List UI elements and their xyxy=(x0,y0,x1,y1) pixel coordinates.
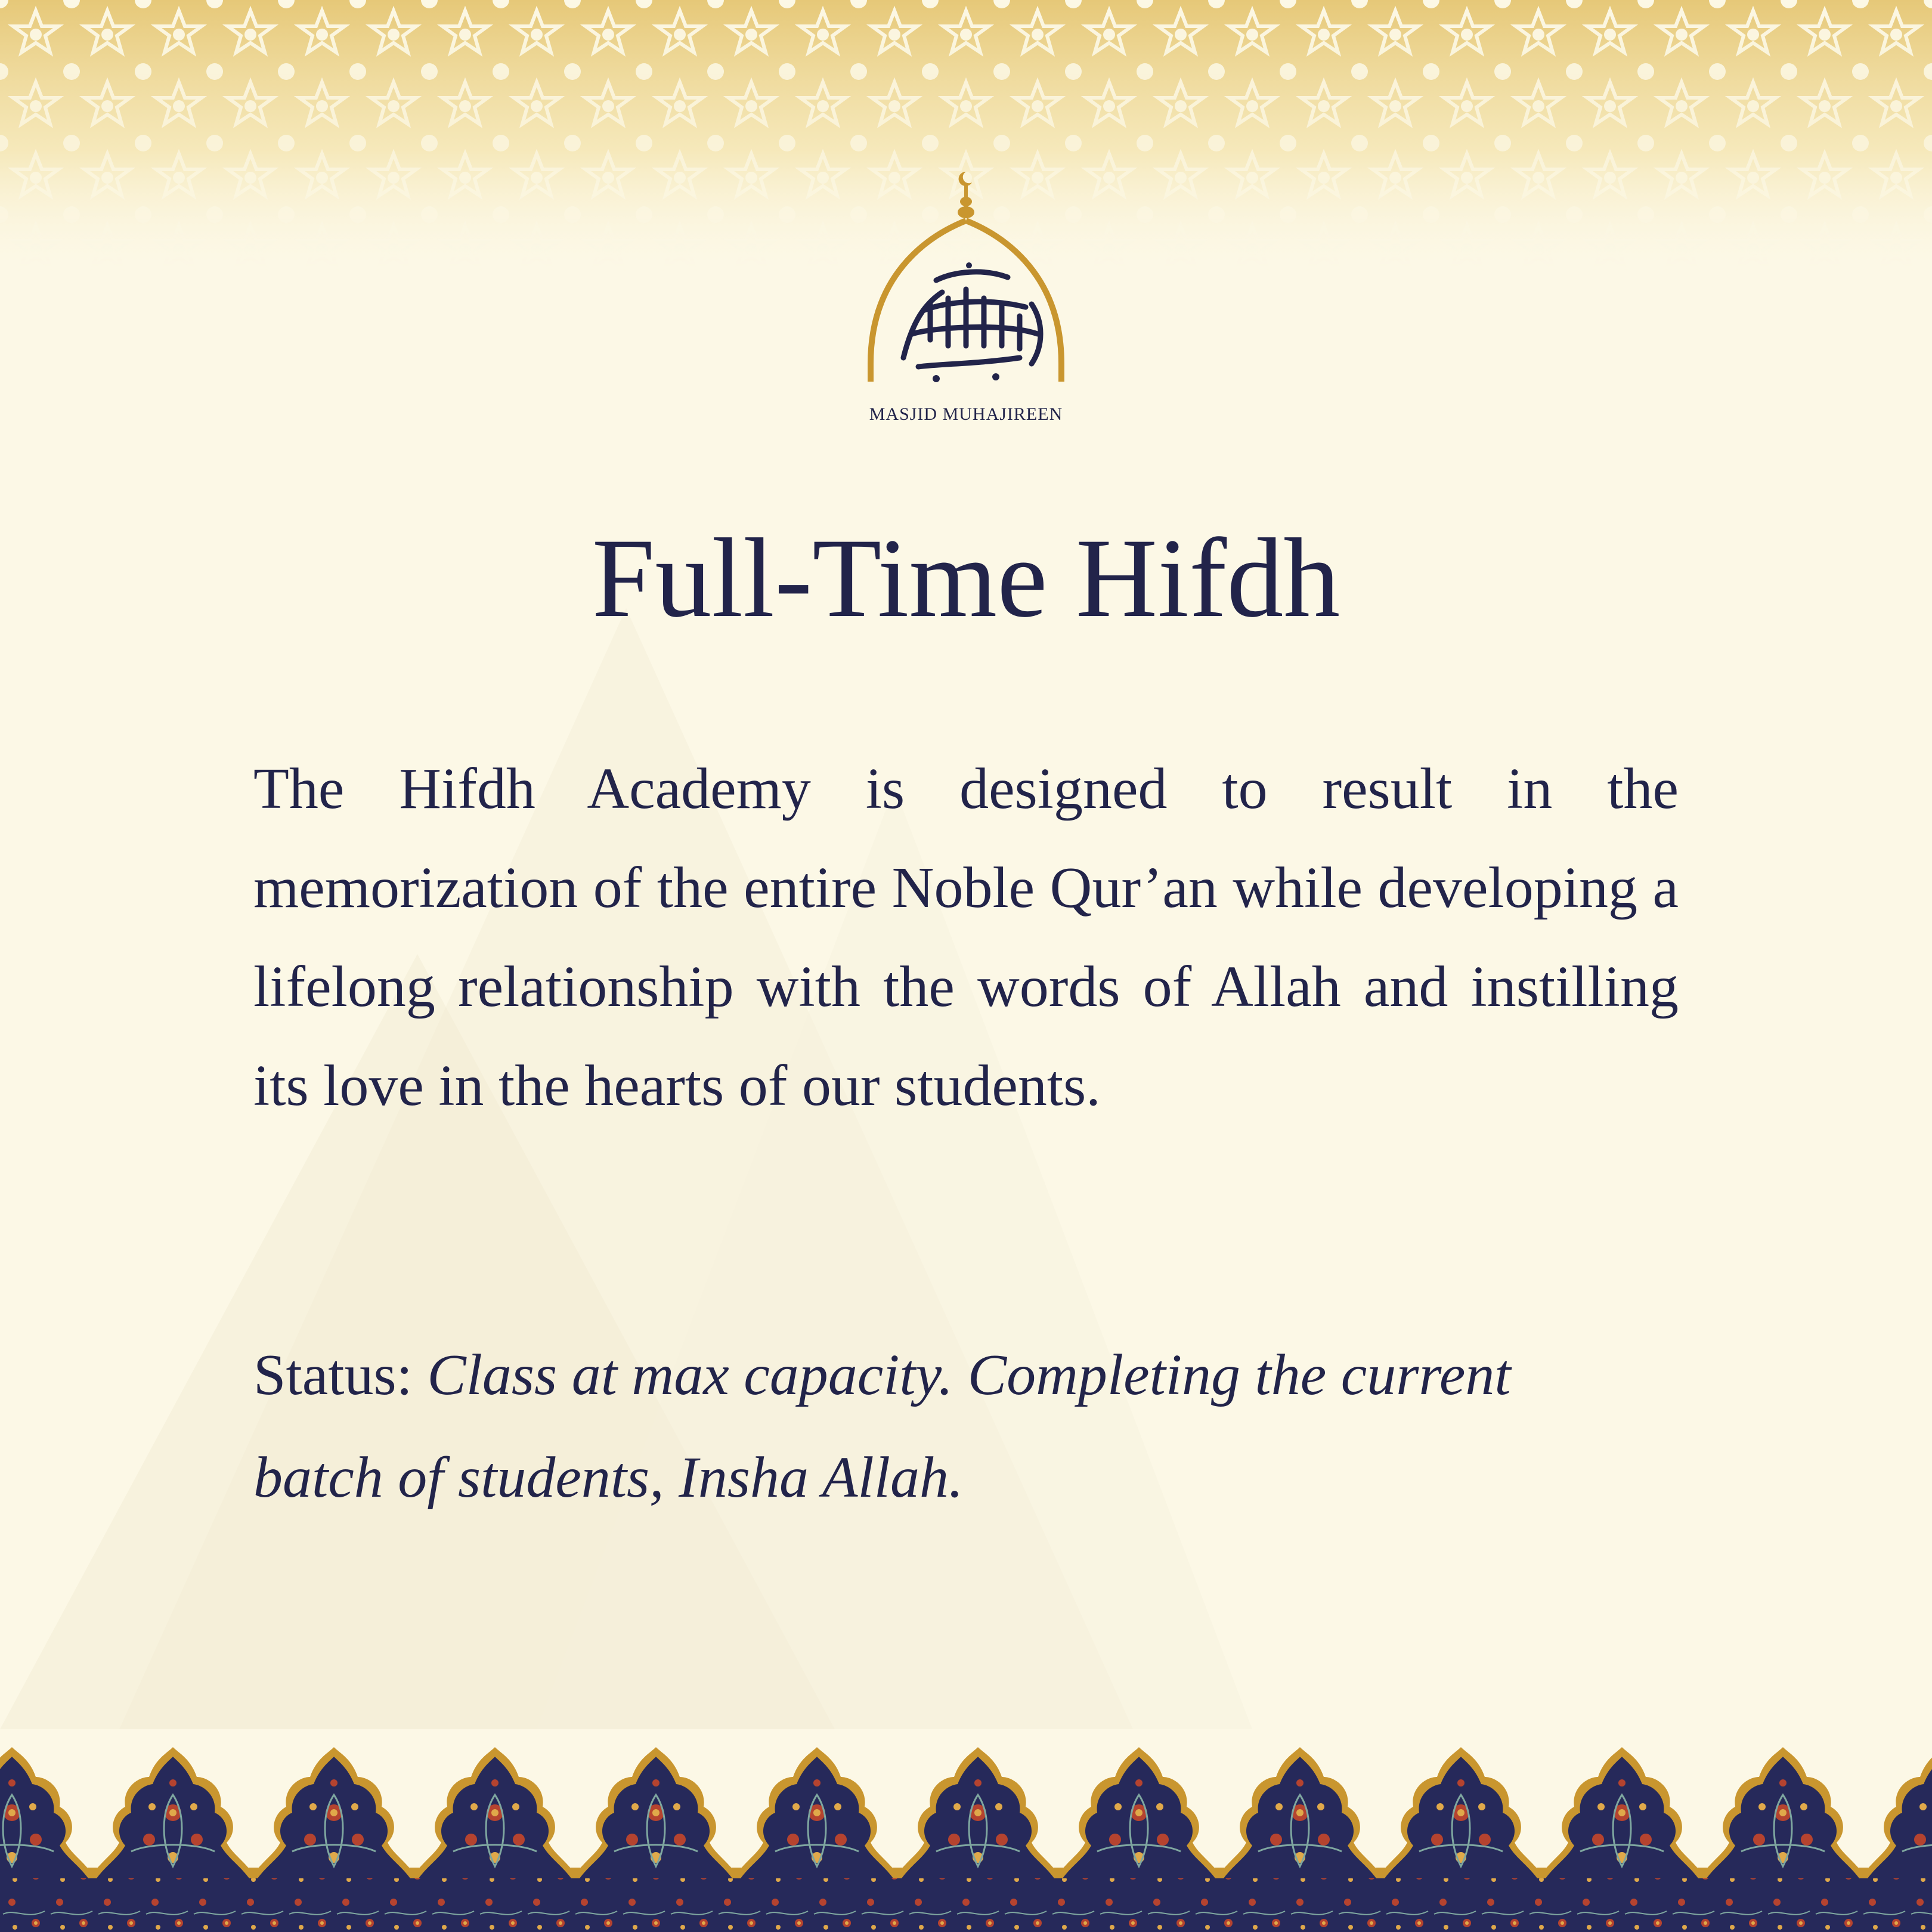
program-description: The Hifdh Academy is designed to result in the memorization of the entire Noble Qur’an while developing a lifelong relationship with the words of Allah and instilling its love in the hearts of our students. xyxy=(253,757,1679,1118)
status-value: Class at max capacity. Completing the current batch of students, Insha Allah. xyxy=(253,1343,1511,1510)
logo-caption: MASJID MUHAJIREEN xyxy=(869,404,1063,424)
status-block xyxy=(253,1324,1553,1529)
masjid-muhajireen-logo-icon xyxy=(847,167,1085,429)
status-label: Status: xyxy=(253,1343,413,1407)
ornamental-border xyxy=(0,1699,1932,1932)
page-title: Full-Time Hifdh xyxy=(592,516,1340,641)
